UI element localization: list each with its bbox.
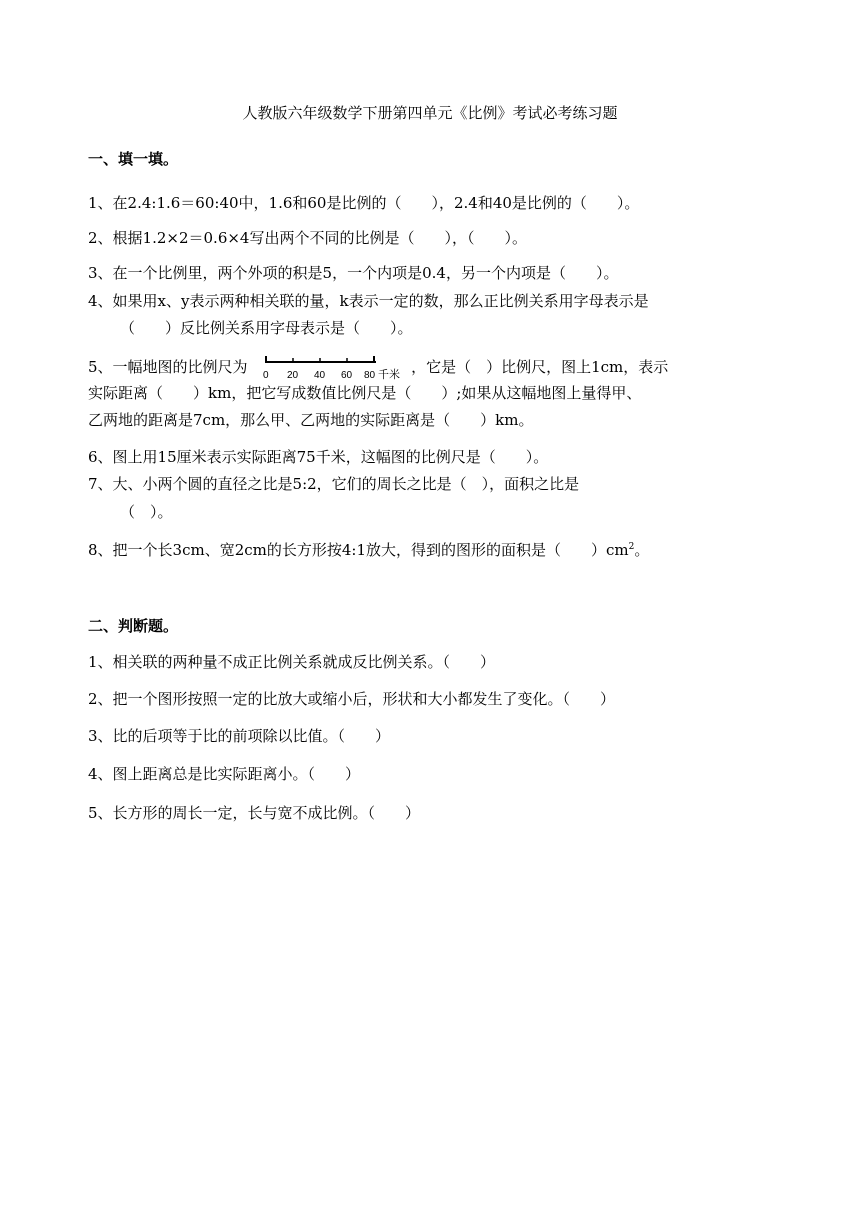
scale-label-80: 80 — [364, 370, 376, 381]
scale-label-0: 0 — [263, 370, 269, 381]
question-5-text-after: ，它是（ ）比例尺，图上1cm，表示 — [411, 358, 669, 376]
judgment-item: 5、长方形的周长一定，长与宽不成比例。（ ） — [88, 804, 421, 822]
scale-label-20: 20 — [287, 370, 299, 381]
question-8 — [88, 540, 649, 560]
judgment-item: 4、图上距离总是比实际距离小。（ ） — [88, 765, 361, 783]
scale-label-60: 60 — [341, 370, 353, 381]
question-8-end: 。 — [634, 541, 650, 559]
question-3: 3、在一个比例里，两个外项的积是5，一个内项是0.4，另一个内项是（ ）。 — [88, 264, 619, 282]
question-5-line3: 乙两地的距离是7cm，那么甲、乙两地的实际距离是（ ）km。 — [88, 411, 534, 429]
question-4-line1: 4、如果用x、y表示两种相关联的量，k表示一定的数，那么正比例关系用字母表示是 — [88, 292, 649, 310]
question-4-line2: （ ）反比例关系用字母表示是（ ）。 — [120, 319, 413, 337]
section2-heading: 二、判断题。 — [88, 617, 179, 635]
question-2: 2、根据1.2×2＝0.6×4写出两个不同的比例是（ ），（ ）。 — [88, 229, 527, 247]
question-5-line1 — [88, 354, 668, 382]
page-title: 人教版六年级数学下册第四单元《比例》考试必考练习题 — [242, 104, 618, 122]
section1-heading: 一、填一填。 — [88, 150, 179, 168]
judgment-item: 1、相关联的两种量不成正比例关系就成反比例关系。（ ） — [88, 653, 496, 671]
question-8-superscript: 2 — [628, 542, 635, 552]
question-7-line1: 7、大、小两个圆的直径之比是5:2，它们的周长之比是（ ），面积之比是 — [88, 475, 580, 493]
scale-label-40: 40 — [314, 370, 326, 381]
question-5-text-before: 5、一幅地图的比例尺为 — [88, 358, 248, 376]
scale-unit-label: 千米 — [378, 368, 401, 381]
question-5-line2: 实际距离（ ）km，把它写成数值比例尺是（ ）;如果从这幅地图上量得甲、 — [88, 384, 642, 402]
question-8-text: 8、把一个长3cm、宽2cm的长方形按4:1放大，得到的图形的面积是（ ）cm — [88, 541, 629, 559]
judgment-item: 2、把一个图形按照一定的比放大或缩小后，形状和大小都发生了变化。（ ） — [88, 690, 616, 708]
question-7-line2: （ ）。 — [120, 503, 173, 521]
judgment-item: 3、比的后项等于比的前项除以比值。（ ） — [88, 727, 391, 745]
question-6: 6、图上用15厘米表示实际距离75千米，这幅图的比例尺是（ ）。 — [88, 448, 549, 466]
question-1: 1、在2.4:1.6＝60:40中，1.6和60是比例的（ ），2.4和40是比例的（ ）。 — [88, 194, 640, 212]
scale-bar-image — [254, 354, 404, 382]
